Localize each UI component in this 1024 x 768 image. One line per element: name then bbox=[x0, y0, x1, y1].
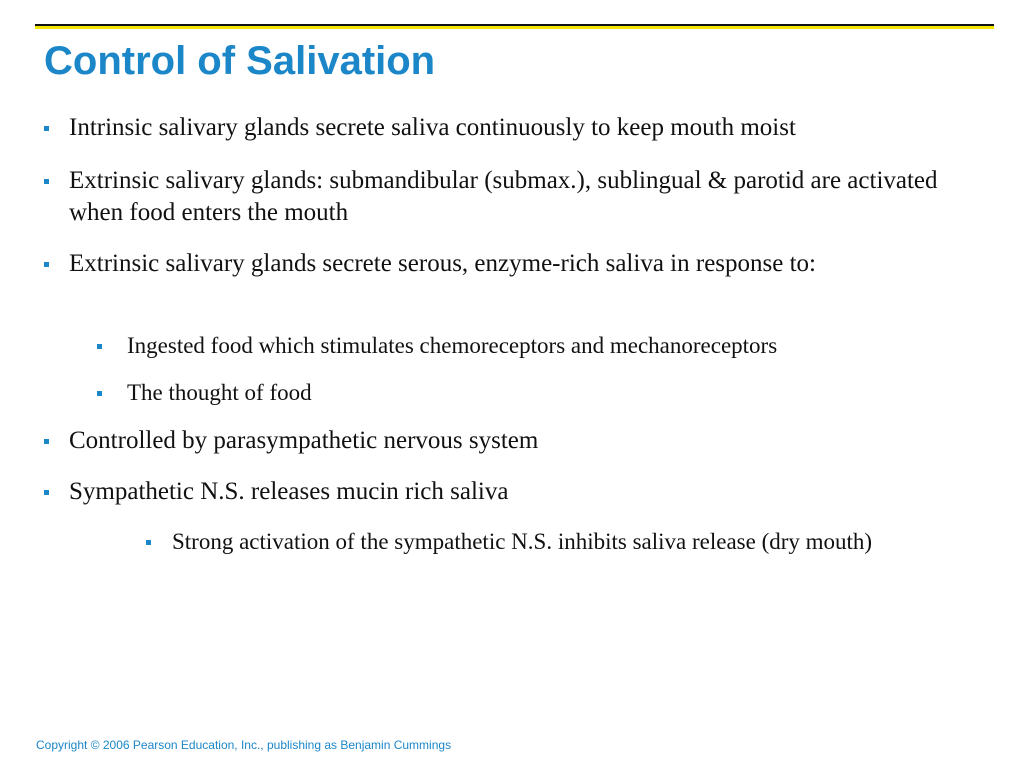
bullet-text: Sympathetic N.S. releases mucin rich saliva bbox=[69, 478, 509, 505]
sub-sub-bullet-text: Strong activation of the sympathetic N.S. inhibits saliva release (dry mouth) bbox=[172, 529, 873, 554]
square-bullet-icon bbox=[44, 490, 49, 495]
title-accent-rule bbox=[35, 26, 994, 29]
square-bullet-icon bbox=[97, 344, 102, 349]
square-bullet-icon bbox=[44, 439, 49, 444]
square-bullet-icon bbox=[44, 262, 49, 267]
sub-bullet-text: The thought of food bbox=[127, 380, 312, 405]
bullet-text: Extrinsic salivary glands secrete serous, enzyme-rich saliva in response to: bbox=[69, 250, 816, 277]
bullet-text: Controlled by parasympathetic nervous system bbox=[69, 427, 539, 454]
square-bullet-icon bbox=[44, 126, 49, 131]
sub-bullet-text: Ingested food which stimulates chemoreceptors and mechanoreceptors bbox=[127, 333, 778, 358]
square-bullet-icon bbox=[146, 540, 151, 545]
copyright-footer: Copyright © 2006 Pearson Education, Inc., publishing as Benjamin Cummings bbox=[36, 738, 452, 752]
square-bullet-icon bbox=[44, 179, 49, 184]
slide-title: Control of Salivation bbox=[44, 39, 436, 83]
bullet-text: Intrinsic salivary glands secrete saliva continuously to keep mouth moist bbox=[69, 114, 796, 141]
square-bullet-icon bbox=[97, 391, 102, 396]
bullet-text: Extrinsic salivary glands: submandibular (submax.), sublingual & parotid are activated when food enters the mouth bbox=[69, 167, 938, 226]
